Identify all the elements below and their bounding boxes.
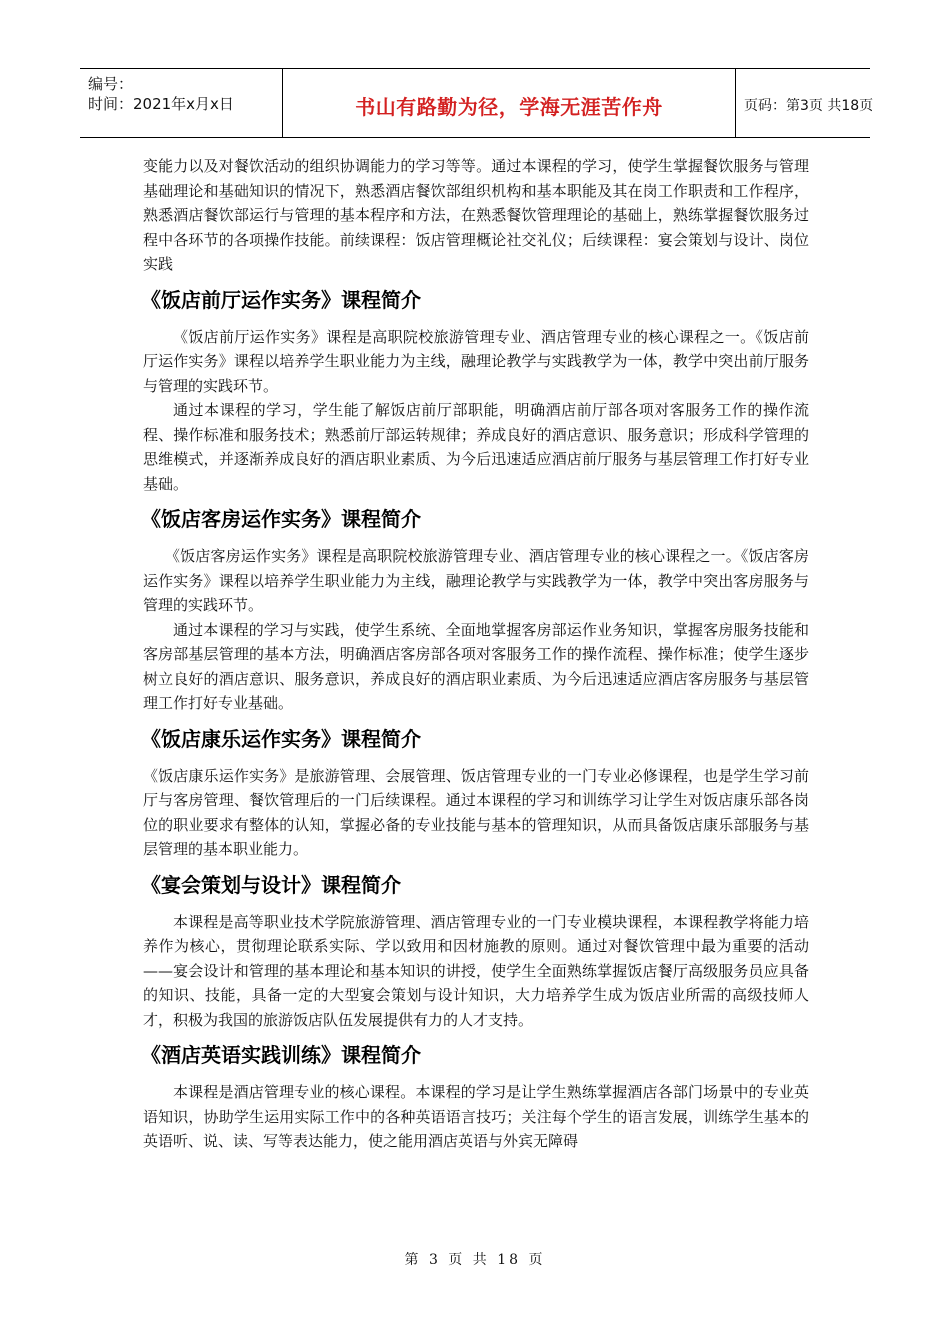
section-heading-banquet: 《宴会策划与设计》课程简介 [141, 872, 401, 897]
header-page-label: 页码：第3页 共18页 [744, 98, 874, 114]
intro-paragraph: 变能力以及对餐饮活动的组织协调能力的学习等等。通过本课程的学习，使学生掌握餐饮服务与管理基础理论和基础知识的情况下，熟悉酒店餐饮部组织机构和基本职能及其在岗工作职责和工作程序，熟悉酒店餐饮部运行与管理的基本程序和方法，在熟悉餐饮管理理论的基础上，熟练掌握餐饮服务过程中各环节的各项操作技能。前续课程：饭店管理概论社交礼仪；后续课程：宴会策划与设计、岗位实践 [143, 157, 809, 273]
section-heading-hotel-english: 《酒店英语实践训练》课程简介 [141, 1043, 421, 1067]
section-paragraph: 通过本课程的学习与实践，使学生系统、全面地掌握客房部运作业务知识，掌握客房服务技能和客房部基层管理的基本方法，明确酒店客房部各项对客服务工作的操作流程、操作标准；使学生逐步树立良好的酒店意识、服务意识，养成良好的酒店职业素质、为今后迅速适应酒店客房服务与基层管理工作打好专业基础。 [143, 620, 809, 712]
section-heading-housekeeping: 《饭店客房运作实务》课程简介 [141, 507, 421, 531]
header-motto-cell [282, 69, 736, 137]
header-info-cell [80, 69, 282, 137]
page-header [80, 68, 874, 138]
section-paragraph: 《饭店康乐运作实务》是旅游管理、会展管理、饭店管理专业的一门专业必修课程，也是学生学习前厅与客房管理、餐饮管理后的一门后续课程。通过本课程的学习和训练学习让学生对饭店康乐部各岗位的职业要求有整体的认知，掌握必备的专业技能与基本的管理知识，从而具备饭店康乐部服务与基层管理的基本职业能力。 [143, 766, 809, 858]
section-paragraph: 通过本课程的学习，学生能了解饭店前厅部职能，明确酒店前厅部各项对客服务工作的操作流程、操作标准和服务技术；熟悉前厅部运转规律；养成良好的酒店意识、服务意识；形成科学管理的思维模式，并逐渐养成良好的酒店职业素质、为今后迅速适应酒店前厅服务与基层管理工作打好专业基础。 [143, 401, 809, 493]
header-page-cell [736, 69, 874, 137]
section-paragraph: 本课程是酒店管理专业的核心课程。本课程的学习是让学生熟练掌握酒店各部门场景中的专业英语知识，协助学生运用实际工作中的各种英语语言技巧；关注每个学生的语言发展，训练学生基本的英语听、说、读、写等表达能力，使之能用酒店英语与外宾无障碍 [143, 1083, 809, 1150]
section-heading-recreation: 《饭店康乐运作实务》课程简介 [141, 726, 421, 751]
section-heading-front-office: 《饭店前厅运作实务》课程简介 [141, 287, 421, 312]
document-number-label: 编号： [88, 75, 134, 93]
page-footer: 第 3 页 共 18 页 [404, 1252, 546, 1268]
header-motto: 书山有路勤为径，学海无涯苦作舟 [355, 95, 663, 119]
section-paragraph: 本课程是高等职业技术学院旅游管理、酒店管理专业的一门专业模块课程，本课程教学将能力培养作为核心，贯彻理论联系实际、学以致用和因材施教的原则。通过对餐饮管理中最为重要的活动——宴会设计和管理的基本理论和基本知识的讲授，使学生全面熟练掌握饭店餐厅高级服务员应具备的知识、技能，具备一定的大型宴会策划与设计知识，大力培养学生成为饭店业所需的高级技师人才，积极为我国的旅游饭店队伍发展提供有力的人才支持。 [143, 912, 809, 1029]
section-paragraph: 《饭店前厅运作实务》课程是高职院校旅游管理专业、酒店管理专业的核心课程之一。《饭店前厅运作实务》课程以培养学生职业能力为主线，融理论教学与实践教学为一体，教学中突出前厅服务与管理的实践环节。 [143, 327, 809, 395]
document-time-label: 时间：2021年x月x日 [88, 95, 234, 113]
section-paragraph: 《饭店客房运作实务》课程是高职院校旅游管理专业、酒店管理专业的核心课程之一。《饭店客房运作实务》课程以培养学生职业能力为主线，融理论教学与实践教学为一体，教学中突出客房服务与管理的实践环节。 [143, 547, 809, 614]
document-body [143, 154, 809, 1154]
